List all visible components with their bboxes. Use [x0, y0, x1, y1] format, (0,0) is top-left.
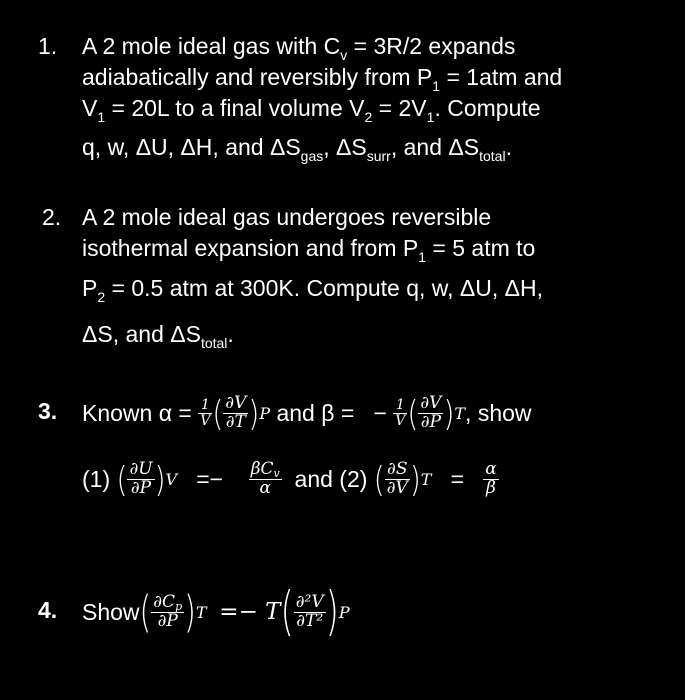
problem-2-line-4: ΔS, and $\Delta S_{total}$.	[82, 321, 234, 351]
problem-1-number: 1.	[38, 33, 58, 59]
problem-3-number: 3.	[38, 398, 58, 424]
alpha-over-beta: $\frac{\alpha}{\beta}$	[485, 458, 497, 498]
and-beta-label: and β =	[276, 399, 355, 426]
known-alpha-label: Known α =	[82, 399, 192, 426]
beta-fraction-1: $\frac{1}{V}$	[395, 396, 406, 429]
problem-2-line-3: $P_2 = 0.5$ atm at 300K. Compute q, w, ΔU, ΔH,	[82, 275, 544, 305]
show-label: , show	[465, 399, 532, 426]
problem-2-line-2: isothermal expansion and from $P_1 = 5$ atm to	[82, 235, 536, 265]
beta-derivative: $\frac{\partial V}{\partial P}$	[420, 392, 442, 432]
problem-3-line-1: Known α = $\frac{1}{V}$ ( $\frac{\partial V}{\partial T}$ ) P and β = − $\frac{1}{V}$ ( $\frac{\partial V}{\partial P}$ ) T , show	[82, 392, 532, 434]
problem-4-number: 4.	[38, 597, 58, 623]
beta-cv-over-alpha: $\frac{\beta C_v}{\alpha}$	[250, 458, 280, 498]
problem-2-number: 2.	[42, 204, 62, 230]
problem-3-line-2: (1) ( $\frac{\partial U}{\partial P}$ ) V =− $\frac{\beta C_v}{\alpha}$ and (2) ( $\frac{\partial S}{\partial V}$ ) T = $\frac{\alpha}{\beta}$	[82, 458, 497, 500]
problem-1-line-1: A 2 mole ideal gas with $C_v = 3R/2$ expands	[82, 33, 516, 63]
du-dp-derivative: $\frac{\partial U}{\partial P}$	[129, 458, 153, 498]
d2v-dt2-derivative: $\frac{\text{∂²V}}{\text{∂T²}}$	[295, 591, 324, 631]
problem-4-line-1: Show ( $\frac{\partial C_p}{\partial P}$ ) T =− T ( $\frac{\text{∂²V}}{\text{∂T²}}$ ) P	[82, 581, 350, 643]
problem-1-line-3: $V_1 = 20L$ to a final volume $V_2 = 2V_1$. Compute	[82, 95, 541, 125]
dcp-dp-derivative: $\frac{\partial C_p}{\partial P}$	[153, 591, 183, 631]
problem-1-line-4: q, w, ΔU, ΔH, and $\Delta S_{gas}$, $\Delta S_{surr}$, and $\Delta S_{total}$.	[82, 134, 512, 164]
alpha-derivative: $\frac{\partial V}{\partial T}$	[225, 392, 247, 432]
ds-dv-derivative: $\frac{\partial S}{\partial V}$	[386, 458, 408, 498]
problem-1-line-2: adiabatically and reversibly from $P_1 = 1atm$ and	[82, 64, 563, 94]
problem-2-line-1: A 2 mole ideal gas undergoes reversible	[82, 204, 492, 230]
alpha-fraction-1: $\frac{1}{V}$	[200, 396, 211, 429]
